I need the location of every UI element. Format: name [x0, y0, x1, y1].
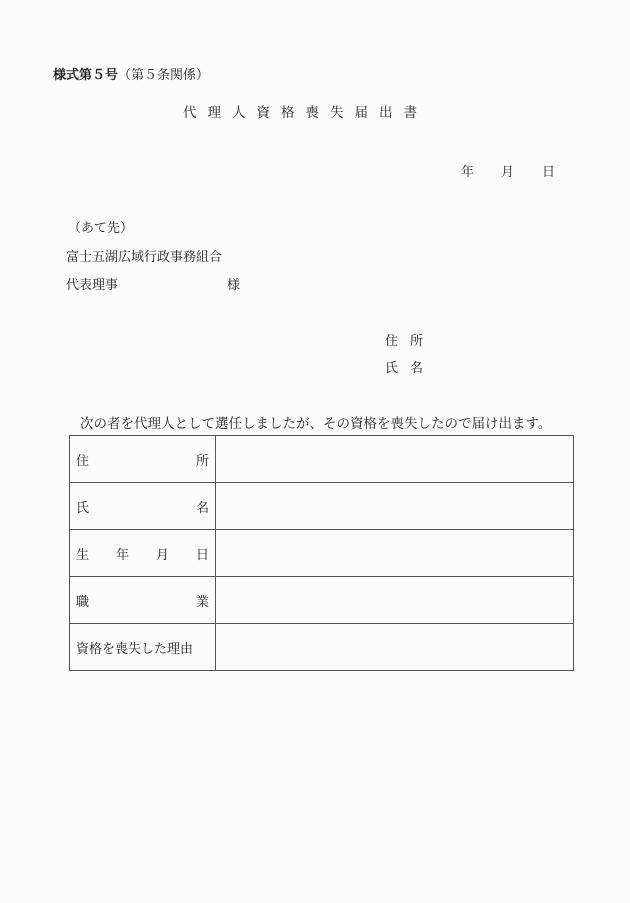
date-month-label: 月 — [501, 165, 515, 180]
label-char: 職 — [76, 594, 90, 610]
addressee-representative: 代表理事 — [66, 278, 119, 293]
label-text: 資格を喪失した理由 — [76, 641, 194, 657]
table-row-address — [70, 436, 574, 483]
table-row-birthdate — [70, 530, 574, 577]
label-char: 名 — [195, 500, 209, 516]
table-row-occupation — [70, 577, 574, 624]
label-char: 所 — [195, 453, 209, 469]
form-number-article: （第５条関係） — [118, 68, 210, 83]
label-char: 氏 — [385, 361, 399, 376]
addressee-organization: 富士五湖広域行政事務組合 — [66, 250, 223, 265]
statement-text: 次の者を代理人として選任しましたが、その資格を喪失したので届け出ます。 — [80, 416, 552, 432]
addressee-honorific: 様 — [227, 278, 241, 293]
label-char: 生 — [76, 547, 90, 563]
label-char: 氏 — [76, 500, 90, 516]
row-label — [70, 530, 216, 577]
row-label — [70, 624, 216, 671]
form-number-main: 様式第５号 — [53, 68, 119, 83]
date-day-label: 日 — [542, 165, 556, 180]
label-char: 住 — [76, 453, 90, 469]
applicant-address-label — [385, 330, 435, 349]
addressee-label: （あて先） — [68, 221, 134, 236]
label-char: 住 — [385, 334, 399, 349]
reason-value-cell[interactable] — [216, 624, 574, 671]
agent-info-table — [69, 435, 574, 671]
table-row-name — [70, 483, 574, 530]
row-label — [70, 577, 216, 624]
form-number — [53, 64, 209, 83]
label-char: 名 — [410, 361, 424, 376]
applicant-name-label — [385, 357, 435, 376]
name-value-cell[interactable] — [216, 483, 574, 530]
table-row-reason — [70, 624, 574, 671]
label-char: 年 — [115, 547, 129, 563]
row-label — [70, 483, 216, 530]
document-title: 代理人資格喪失届出書 — [183, 105, 428, 121]
row-label — [70, 436, 216, 483]
occupation-value-cell[interactable] — [216, 577, 574, 624]
date-field — [461, 161, 555, 180]
label-char: 所 — [410, 334, 424, 349]
date-year-label: 年 — [461, 165, 475, 180]
birthdate-value-cell[interactable] — [216, 530, 574, 577]
address-value-cell[interactable] — [216, 436, 574, 483]
label-char: 日 — [195, 547, 209, 563]
label-char: 月 — [155, 547, 169, 563]
label-char: 業 — [195, 594, 209, 610]
